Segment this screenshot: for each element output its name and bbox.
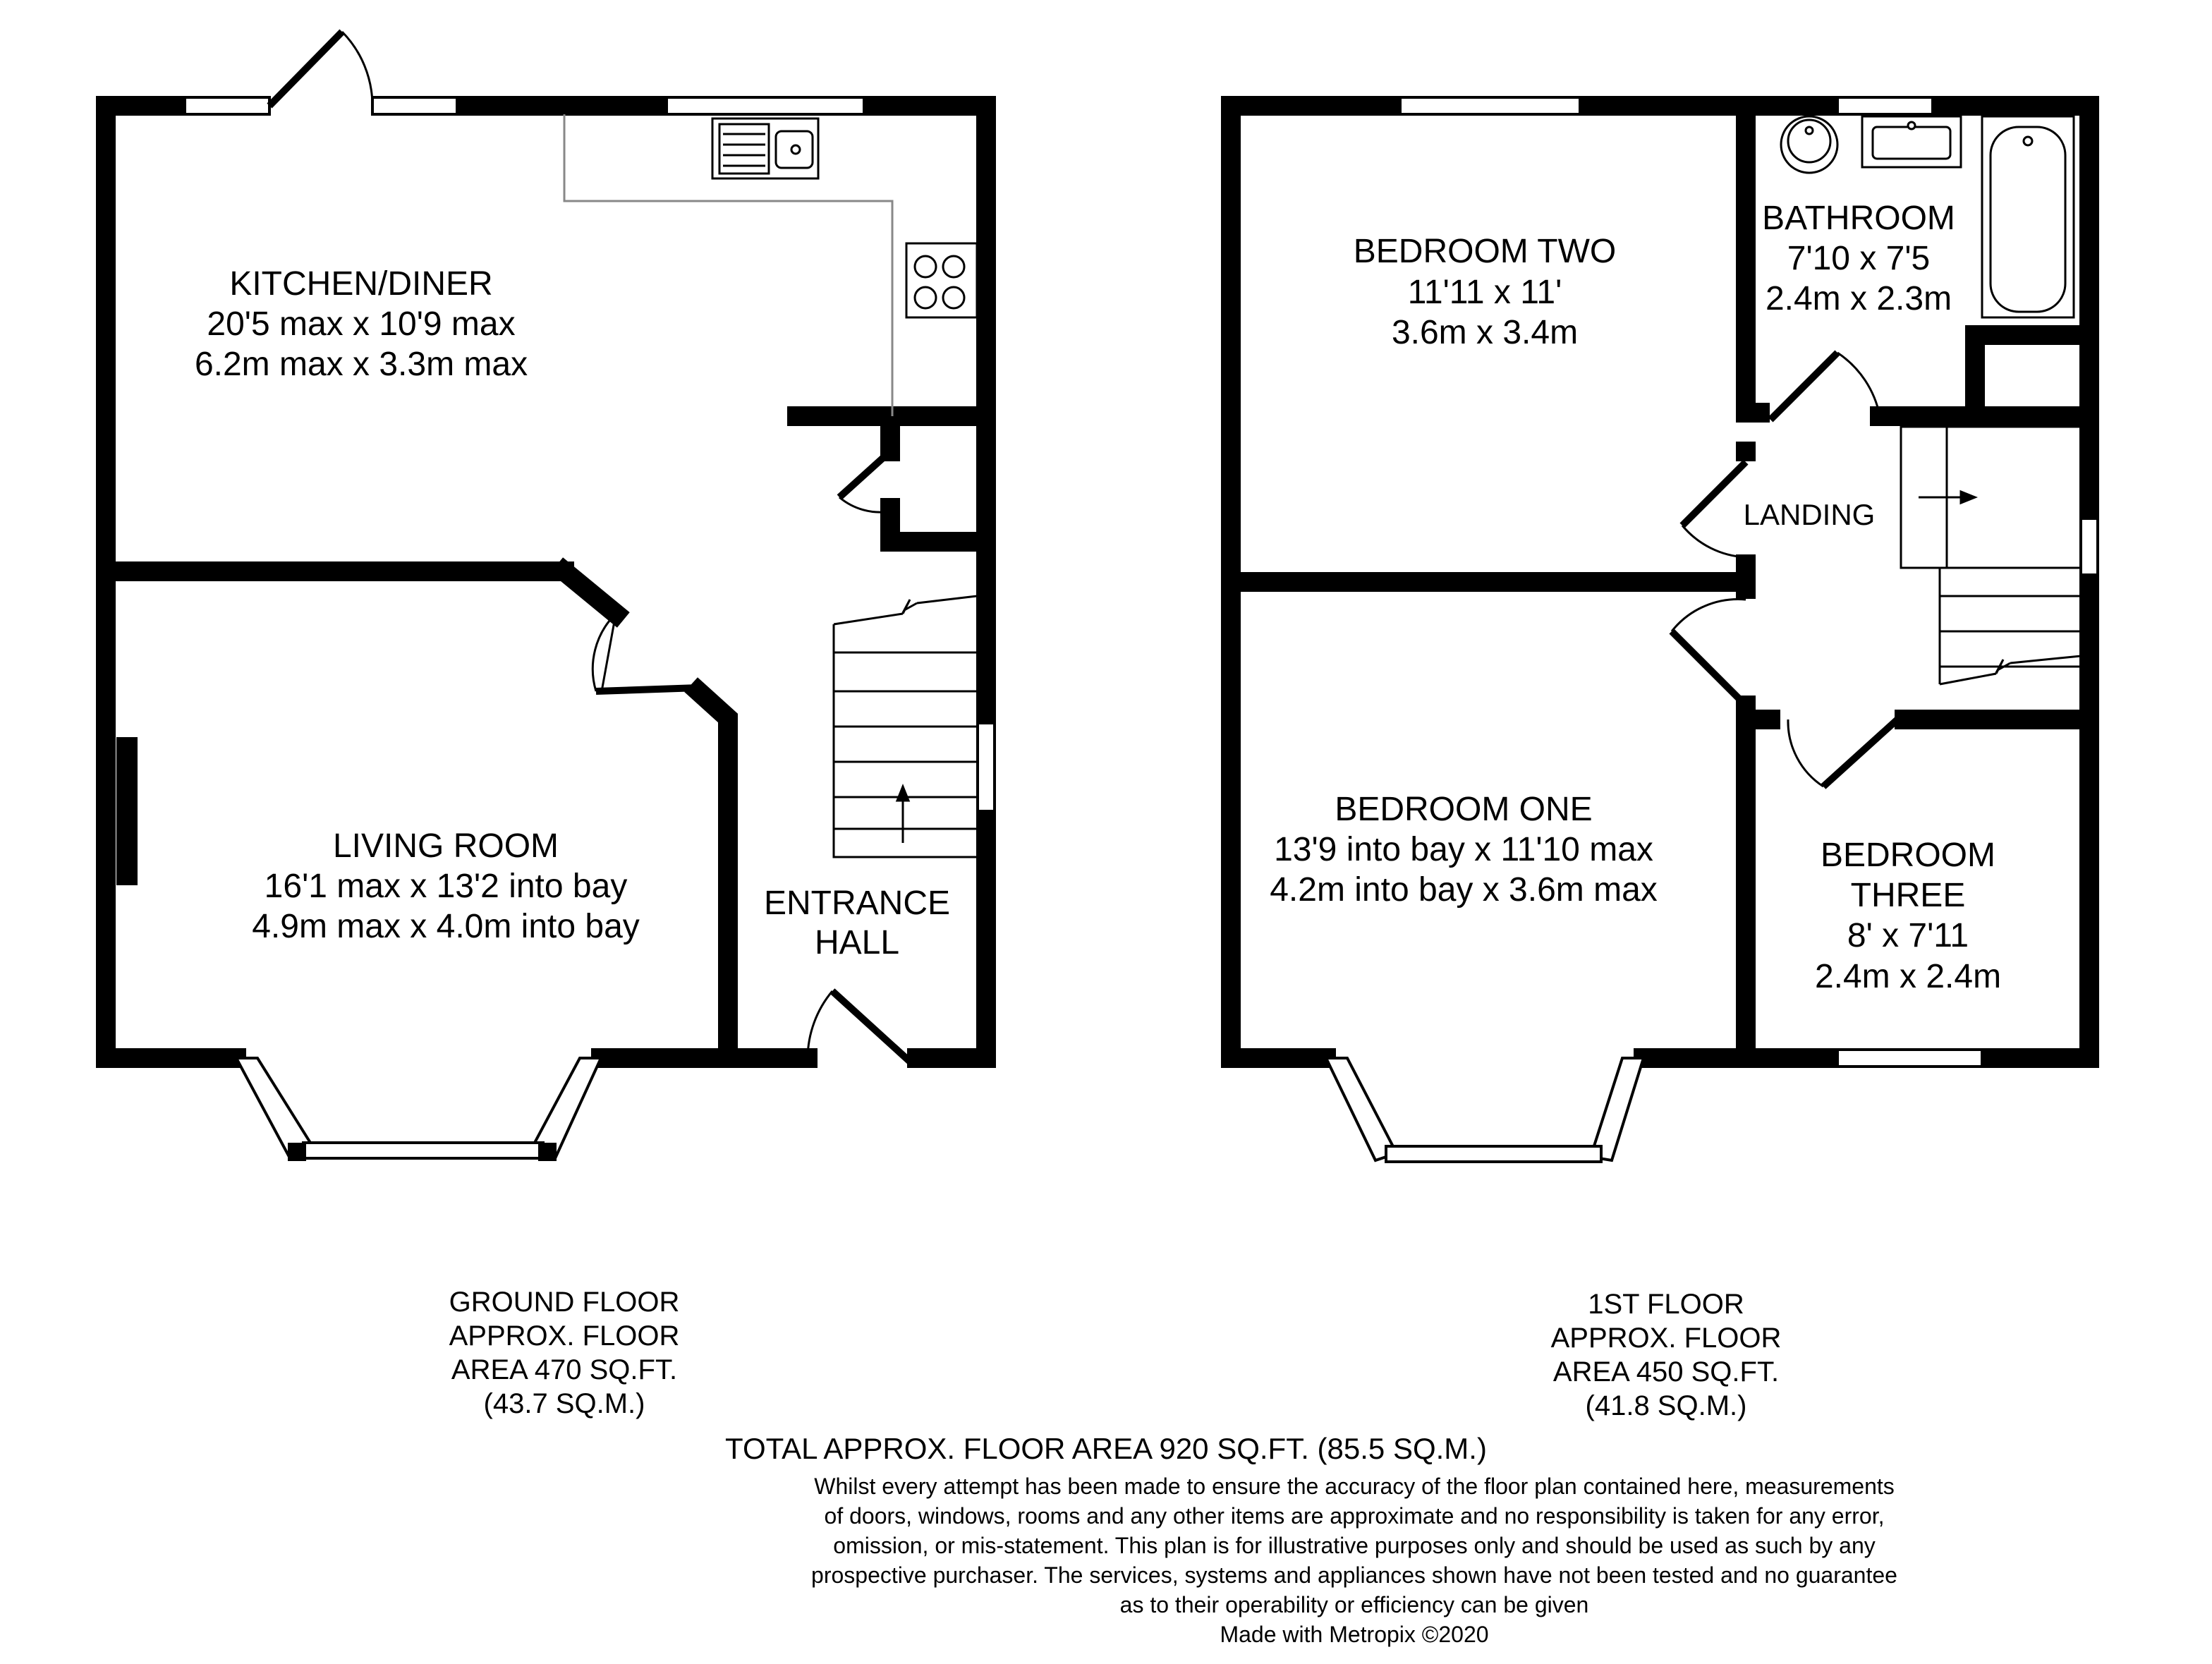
entrance-hall-name-line2: HALL [814,924,900,961]
credit-text: Made with Metropix ©2020 [1220,1622,1489,1647]
living-room-name: LIVING ROOM [332,827,559,865]
vanity-sink-icon [1862,116,1961,167]
bath-icon [1982,116,2074,317]
kitchen-diner-name: KITCHEN/DINER [229,265,493,303]
ground-floor-plan [106,32,995,1160]
bathroom-imperial: 7'10 x 7'5 [1787,240,1931,277]
bedroom-three-imperial: 8' x 7'11 [1847,917,1969,954]
living-room-imperial: 16'1 max x 13'2 into bay [264,868,628,905]
bathroom-metric: 2.4m x 2.3m [1765,280,1952,317]
bedroom-three-metric: 2.4m x 2.4m [1814,958,2002,995]
total-floor-area: TOTAL APPROX. FLOOR AREA 920 SQ.FT. (85.5 SQ.M.) [725,1432,1487,1465]
ground-floor-windows [185,97,995,811]
kitchen-diner-imperial: 20'5 max x 10'9 max [207,305,516,343]
bedroom-one-metric: 4.2m into bay x 3.6m max [1270,871,1658,909]
disclaimer-text: Whilst every attempt has been made to ensure the accuracy of the floor plan contained here, measurements of doors, windows, rooms and any other items are approximate and no responsibility is taken for any error, omission, or mis-statement. This plan is for illustrative purposes only and should be used as such by any prospective purchaser. The services, systems and appliances shown have not been tested and no guarantee as to their operability or efficiency can be given [811,1474,1897,1617]
first-floor-caption: 1ST FLOOR APPROX. FLOOR AREA 450 SQ.FT. (41.8 SQ.M.) [1550,1289,1782,1421]
living-room-metric: 4.9m max x 4.0m into bay [252,908,640,945]
kitchen-diner-metric: 6.2m max x 3.3m max [194,346,528,383]
first-floor-doors [1672,353,1897,787]
hob-icon [906,243,977,317]
sink-icon [712,119,818,178]
bedroom-two-name: BEDROOM TWO [1353,233,1617,270]
ground-floor-stairs [834,596,977,857]
bedroom-three-name-line1: BEDROOM [1820,837,1996,874]
bedroom-two-metric: 3.6m x 3.4m [1391,314,1579,351]
bedroom-two-imperial: 11'11 x 11' [1407,274,1562,311]
first-floor-plan [1231,97,2098,1162]
bedroom-one-imperial: 13'9 into bay x 11'10 max [1274,831,1653,868]
ground-floor-caption: GROUND FLOOR APPROX. FLOOR AREA 470 SQ.FT. (43.7 SQ.M.) [449,1287,680,1419]
landing-name: LANDING [1743,498,1876,531]
bedroom-one-name: BEDROOM ONE [1335,791,1593,828]
bedroom-one-bay-window [1326,1058,1643,1162]
bathroom-name: BATHROOM [1762,200,1955,237]
living-room-bay-window [236,1058,601,1160]
bedroom-three-name-line2: THREE [1850,877,1966,914]
basin-icon [1781,116,1837,173]
first-floor-stairs [1901,427,2081,684]
entrance-hall-name-line1: ENTRANCE [763,885,951,922]
